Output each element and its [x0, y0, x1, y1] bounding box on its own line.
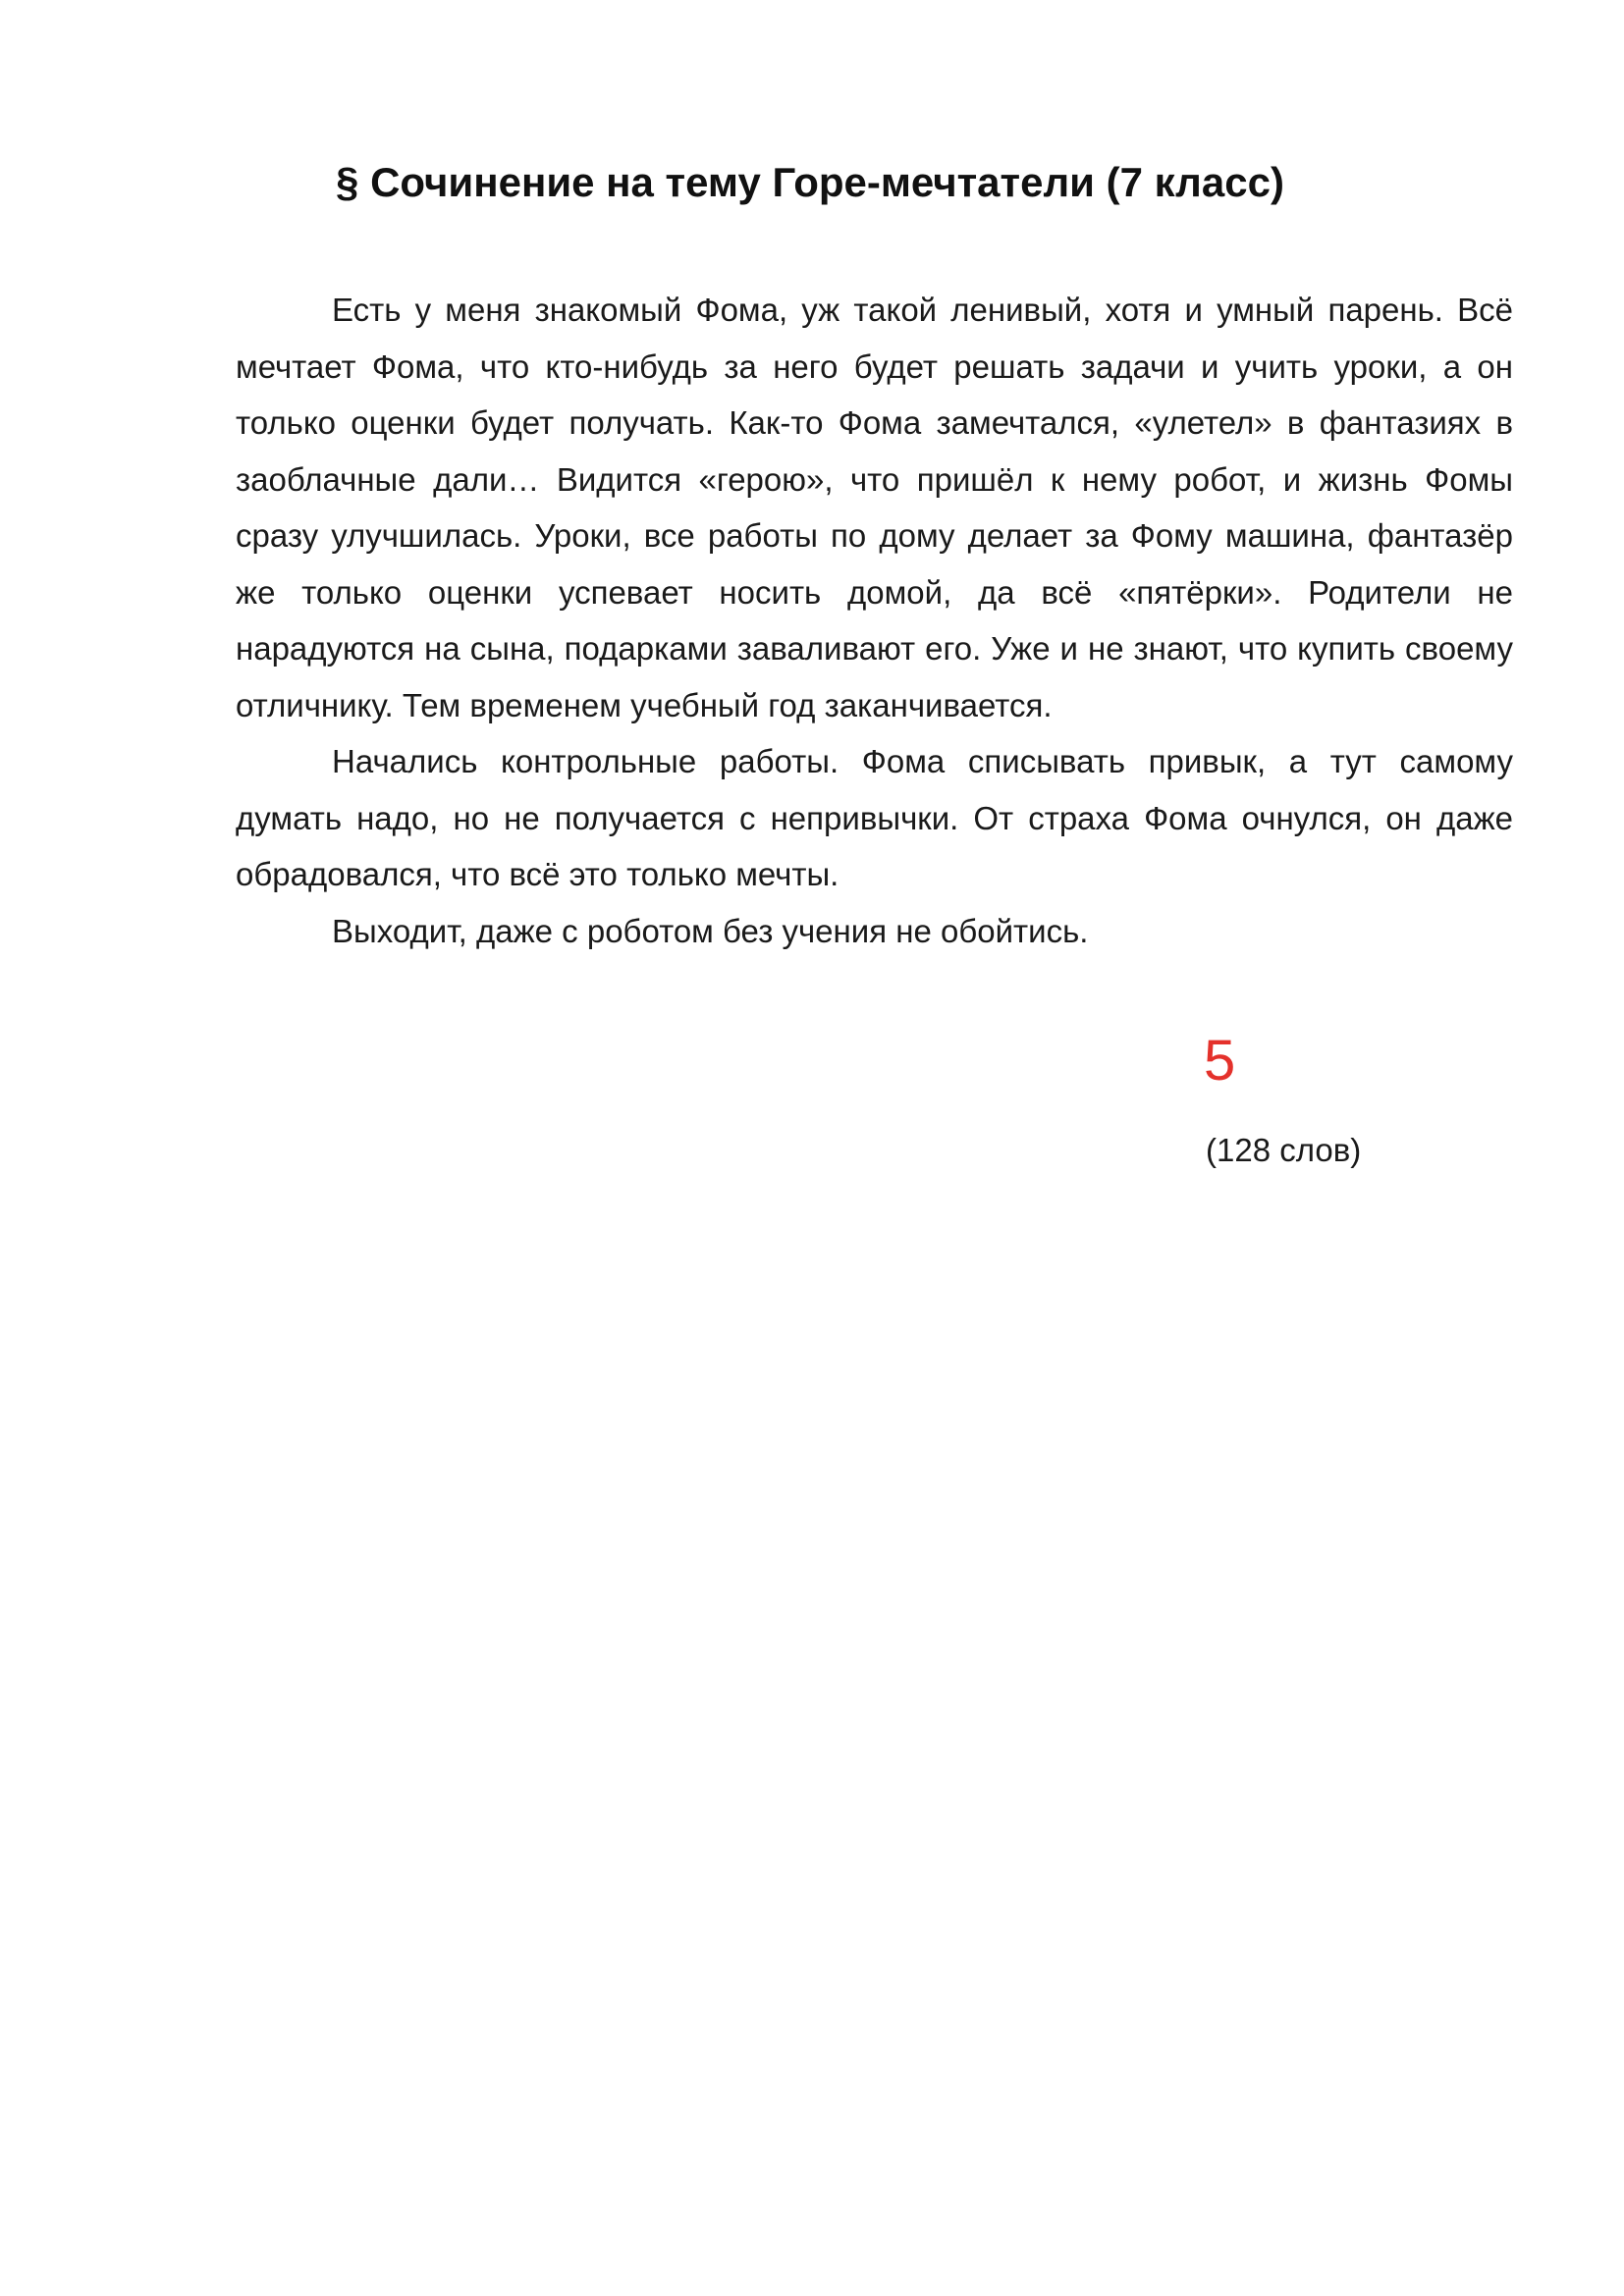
- essay-paragraph-2: Начались контрольные работы. Фома списывать привык, а тут самому думать надо, но не получается с непривычки. От страха Фома очнулся, он даже обрадовался, что всё это только мечты.: [236, 743, 1513, 892]
- essay-body: [236, 282, 1513, 959]
- essay-paragraph-3: Выходит, даже с роботом без учения не обойтись.: [332, 912, 1089, 949]
- essay-paragraph-1: Есть у меня знакомый Фома, уж такой ленивый, хотя и умный парень. Всё мечтает Фома, что кто-нибудь за него будет решать задачи и учить уроки, а он только оценки будет получать. Как-то Фома замечтался, «улетел» в фантазиях в заоблачные дали… Видится «герою», что пришёл к нему робот, и жизнь Фомы сразу улучшилась. Уроки, все работы по дому делает за Фому машина, фантазёр же только оценки успевает носить домой, да всё «пятёрки». Родители не нарадуются на сына, подарками заваливают его. Уже и не знают, что купить своему отличнику. Тем временем учебный год заканчивается.: [236, 292, 1513, 723]
- grade-mark: 5: [1204, 1029, 1236, 1093]
- essay-title: § Сочинение на тему Горе-мечтатели (7 класс): [336, 159, 1284, 205]
- word-count: (128 слов): [1206, 1132, 1362, 1168]
